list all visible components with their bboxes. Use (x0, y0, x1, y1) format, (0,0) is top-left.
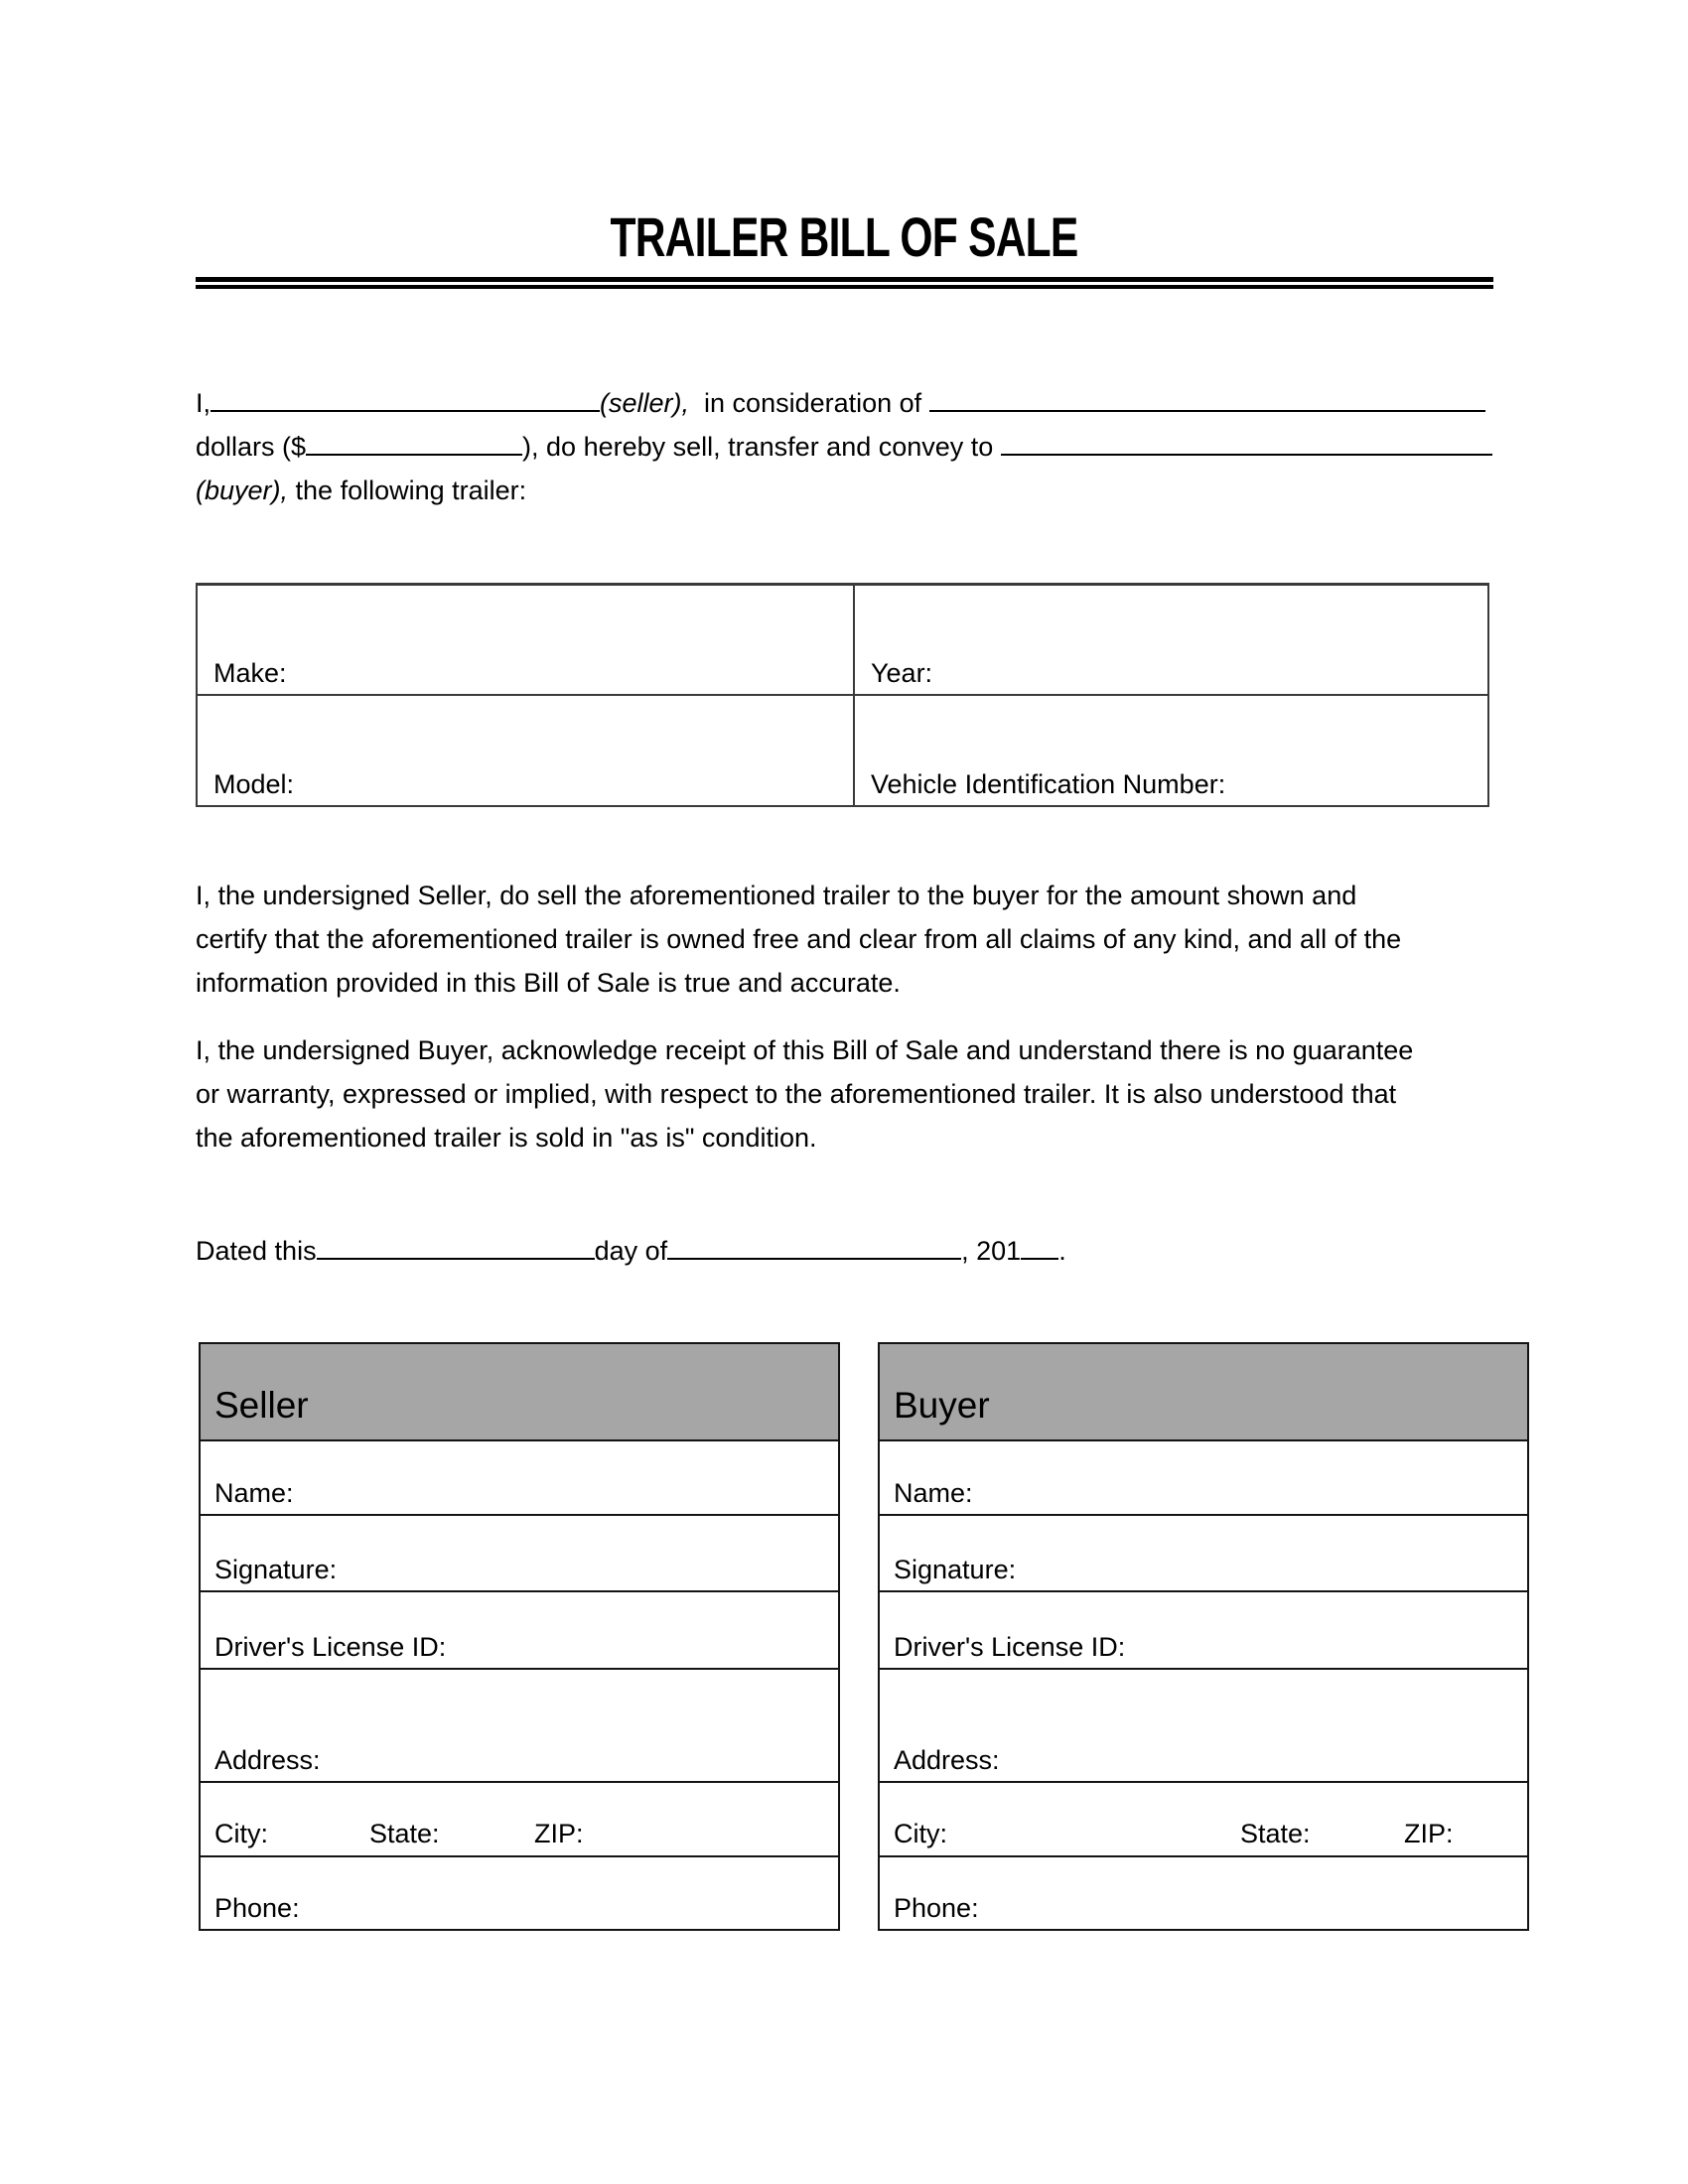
seller-phone-label: Phone: (214, 1893, 300, 1923)
year-prefix: , 201 (961, 1236, 1022, 1266)
seller-zip-label: ZIP: (534, 1819, 584, 1848)
model-cell[interactable] (198, 696, 855, 806)
seller-city-row[interactable] (201, 1783, 838, 1857)
make-label: Make: (213, 657, 287, 688)
buyer-name-row[interactable] (880, 1441, 1527, 1516)
title-divider (196, 277, 1493, 289)
intro-line-1-start: I, (196, 388, 211, 418)
buyer-license-label: Driver's License ID: (894, 1632, 1126, 1662)
seller-name-blank[interactable] (211, 409, 600, 412)
seller-tag: (seller), (600, 388, 690, 418)
dated-line (196, 1229, 1496, 1273)
seller-signature-row[interactable] (201, 1516, 838, 1592)
seller-state-label: State: (369, 1819, 440, 1848)
buyer-header-row (880, 1344, 1527, 1441)
paragraph-line: certify that the aforementioned trailer is owned free and clear from all claims of any kind, and all of the (196, 924, 1402, 954)
seller-header-row (201, 1344, 838, 1441)
seller-name-label: Name: (214, 1478, 294, 1508)
make-cell[interactable] (198, 586, 855, 696)
intro-paragraph (196, 381, 1492, 512)
intro-line-2 (196, 425, 1492, 469)
year-cell[interactable] (855, 586, 1487, 696)
consideration-amount-blank[interactable] (929, 409, 1485, 412)
month-blank[interactable] (667, 1257, 961, 1260)
buyer-signature-label: Signature: (894, 1555, 1017, 1584)
paragraph-line: I, the undersigned Buyer, acknowledge receipt of this Bill of Sale and understand there is no guarantee (196, 1035, 1414, 1065)
buyer-address-label: Address: (894, 1745, 1000, 1775)
seller-certification-paragraph (196, 874, 1496, 1005)
seller-header-label: Seller (214, 1385, 309, 1426)
buyer-name-label: Name: (894, 1478, 973, 1508)
day-blank[interactable] (317, 1257, 595, 1260)
dollar-amount-blank[interactable] (306, 453, 522, 456)
intro-line-2-start: dollars ($ (196, 432, 307, 462)
vin-cell[interactable] (855, 696, 1487, 806)
buyer-box (878, 1342, 1529, 1931)
buyer-license-row[interactable] (880, 1592, 1527, 1670)
year-label: Year: (871, 657, 933, 688)
paragraph-line: the aforementioned trailer is sold in "as is" condition. (196, 1123, 817, 1153)
buyer-tag: (buyer), (196, 476, 289, 505)
year-blank[interactable] (1021, 1257, 1058, 1260)
day-of-label: day of (594, 1236, 668, 1266)
paragraph-line: I, the undersigned Seller, do sell the aforementioned trailer to the buyer for the amount shown and (196, 881, 1357, 910)
buyer-acknowledgment-paragraph (196, 1028, 1496, 1160)
model-label: Model: (213, 769, 295, 799)
paragraph-line: information provided in this Bill of Sale is true and accurate. (196, 968, 901, 998)
paragraph-line: or warranty, expressed or implied, with respect to the aforementioned trailer. It is also understood that (196, 1079, 1397, 1109)
intro-line-3 (196, 469, 1492, 512)
buyer-signature-row[interactable] (880, 1516, 1527, 1592)
dated-suffix: . (1058, 1236, 1066, 1266)
buyer-header-label: Buyer (894, 1385, 990, 1426)
intro-line-3-rest: the following trailer: (288, 476, 527, 505)
seller-address-label: Address: (214, 1745, 321, 1775)
seller-box (199, 1342, 840, 1931)
seller-phone-row[interactable] (201, 1857, 838, 1929)
buyer-phone-label: Phone: (894, 1893, 979, 1923)
dated-line-block (196, 1229, 1496, 1273)
buyer-city-row[interactable] (880, 1783, 1527, 1857)
buyer-name-blank[interactable] (1001, 453, 1492, 456)
buyer-address-row[interactable] (880, 1670, 1527, 1783)
seller-address-row[interactable] (201, 1670, 838, 1783)
buyer-city-label: City: (894, 1819, 947, 1848)
seller-license-row[interactable] (201, 1592, 838, 1670)
seller-signature-label: Signature: (214, 1555, 338, 1584)
intro-line-2-mid: ), do hereby sell, transfer and convey to (522, 432, 1001, 462)
seller-city-label: City: (214, 1819, 268, 1848)
buyer-state-label: State: (1240, 1819, 1311, 1848)
dated-prefix: Dated this (196, 1236, 317, 1266)
vin-label: Vehicle Identification Number: (871, 769, 1226, 799)
vehicle-info-table (196, 583, 1489, 807)
intro-line-1-after: in consideration of (689, 388, 929, 418)
seller-name-row[interactable] (201, 1441, 838, 1516)
buyer-phone-row[interactable] (880, 1857, 1527, 1929)
buyer-zip-label: ZIP: (1404, 1819, 1454, 1848)
intro-line-1 (196, 381, 1492, 425)
seller-license-label: Driver's License ID: (214, 1632, 447, 1662)
document-title: TRAILER BILL OF SALE (610, 205, 1078, 268)
